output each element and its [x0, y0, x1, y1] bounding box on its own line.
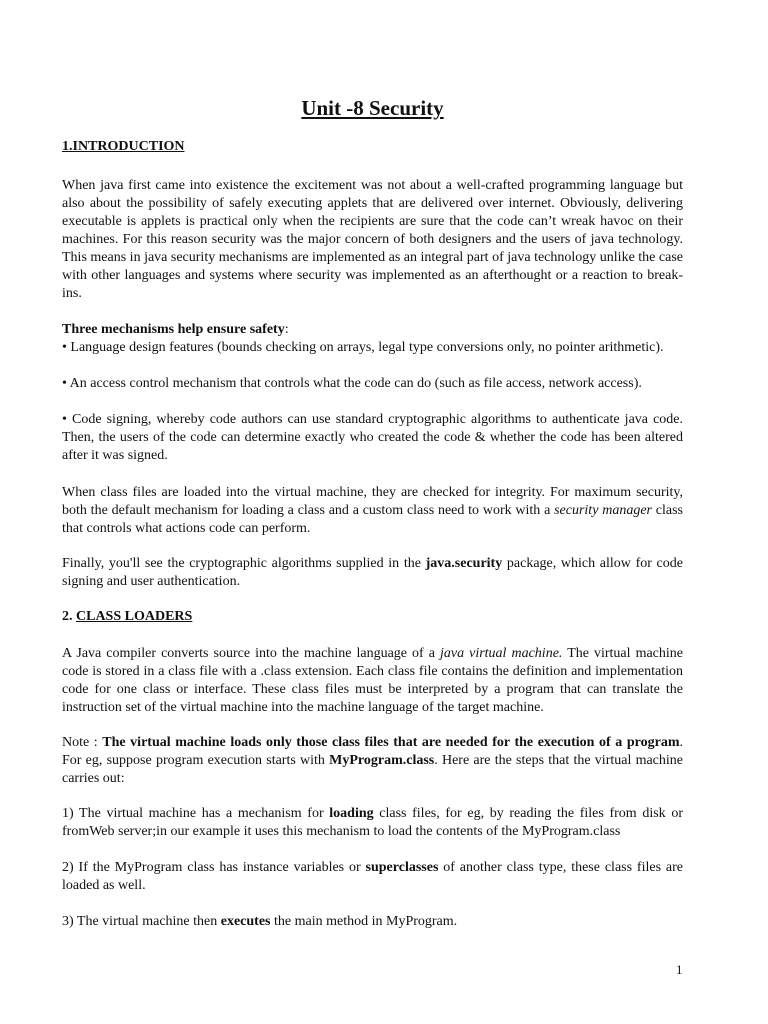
mechanism-text: An access control mechanism that controls what the code can do (such as file access, network access). — [69, 376, 642, 391]
step-pre: 1) The virtual machine has a mechanism for — [62, 806, 330, 821]
jvm-term: java virtual machine. — [439, 646, 563, 661]
section-heading-introduction — [62, 139, 185, 155]
classfiles-pre: When class files are loaded into the virtual machine, they are checked for integrity. For maximum security, both the default mechanism for loading a class and a custom class need to work with a — [62, 485, 683, 518]
step-1 — [62, 805, 683, 841]
step-post: of another class type, these class files are loaded as well. — [62, 860, 683, 893]
section-heading-class-loaders — [62, 609, 192, 625]
section-number: 2. — [62, 609, 76, 624]
mechanism-text: Language design features (bounds checking on arrays, legal type conversions only, no pointer arithmetic). — [70, 340, 664, 355]
classfiles-post: class that controls what actions code can perform. — [62, 503, 683, 536]
bullet-icon: • — [62, 412, 67, 427]
section-heading-text: 1.INTRODUCTION — [62, 139, 185, 154]
executes-term: executes — [220, 914, 271, 929]
mechanisms-heading-text: Three mechanisms help ensure safety — [62, 322, 285, 337]
myprogram-term: MyProgram.class — [329, 753, 435, 768]
note-pre: Note : — [62, 735, 103, 750]
finally-post: package, which allow for code signing and user authentication. — [62, 556, 683, 589]
mechanism-bullet-1 — [62, 339, 683, 357]
java-security-term: java.security — [425, 556, 503, 571]
bullet-icon: • — [62, 340, 67, 355]
step-post: the main method in MyProgram. — [270, 914, 458, 929]
step-3 — [62, 913, 683, 931]
note-mid: . For eg, suppose program execution starts with — [62, 735, 683, 768]
note-bold: The virtual machine loads only those class files that are needed for the execution of a program — [102, 735, 680, 750]
mechanisms-heading — [62, 321, 683, 339]
step-2 — [62, 859, 683, 895]
section-heading-text: CLASS LOADERS — [76, 609, 193, 624]
class-loaders-paragraph — [62, 645, 683, 717]
note-paragraph — [62, 734, 683, 788]
classfiles-paragraph — [62, 484, 683, 538]
loaders-post: The virtual machine code is stored in a class file with a .class extension. Each class file contains the definition and implementation code for one class or interface. These class files must be interpreted by a program that can translate the instruction set of the virtual machine into the machine language of the target machine. — [62, 646, 683, 715]
note-post: . Here are the steps that the virtual machine carries out: — [62, 753, 683, 786]
intro-paragraph: When java first came into existence the excitement was not about a well-crafted programming language but also about the possibility of safely executing applets that are delivered over internet. Obviously, delivering executable is applets is practical only when the recipients are sure that the code can’t wreak havoc on their machines. For this reason security was the major concern of both designers and the users of java technology. This means in java security mechanisms are implemented as an integral part of java technology unlike the case with other languages and systems where security was implemented as an afterthought or a reaction to break-ins. — [62, 178, 683, 301]
loaders-pre: A Java compiler converts source into the machine language of a — [62, 646, 440, 661]
mechanism-text: Code signing, whereby code authors can use standard cryptographic algorithms to authenticate java code. Then, the users of the code can determine exactly who created the code & whether the code has been altered after it was signed. — [62, 412, 684, 463]
step-pre: 2) If the MyProgram class has instance variables or — [62, 860, 366, 875]
loading-term: loading — [329, 806, 374, 821]
finally-pre: Finally, you'll see the cryptographic algorithms supplied in the — [62, 556, 426, 571]
mechanisms-colon: : — [284, 322, 289, 337]
page-title: Unit -8 Security — [301, 96, 444, 120]
mechanism-bullet-3 — [62, 411, 683, 465]
step-post: class files, for eg, by reading the files from disk or fromWeb server;in our example it uses this mechanism to load the contents of the MyProgram.class — [62, 806, 683, 839]
mechanism-bullet-2 — [62, 375, 683, 393]
step-pre: 3) The virtual machine then — [62, 914, 221, 929]
bullet-icon: • — [62, 376, 67, 391]
security-manager-term: security manager — [554, 503, 652, 518]
page-number: 1 — [676, 962, 683, 977]
finally-paragraph — [62, 555, 683, 591]
superclasses-term: superclasses — [365, 860, 439, 875]
